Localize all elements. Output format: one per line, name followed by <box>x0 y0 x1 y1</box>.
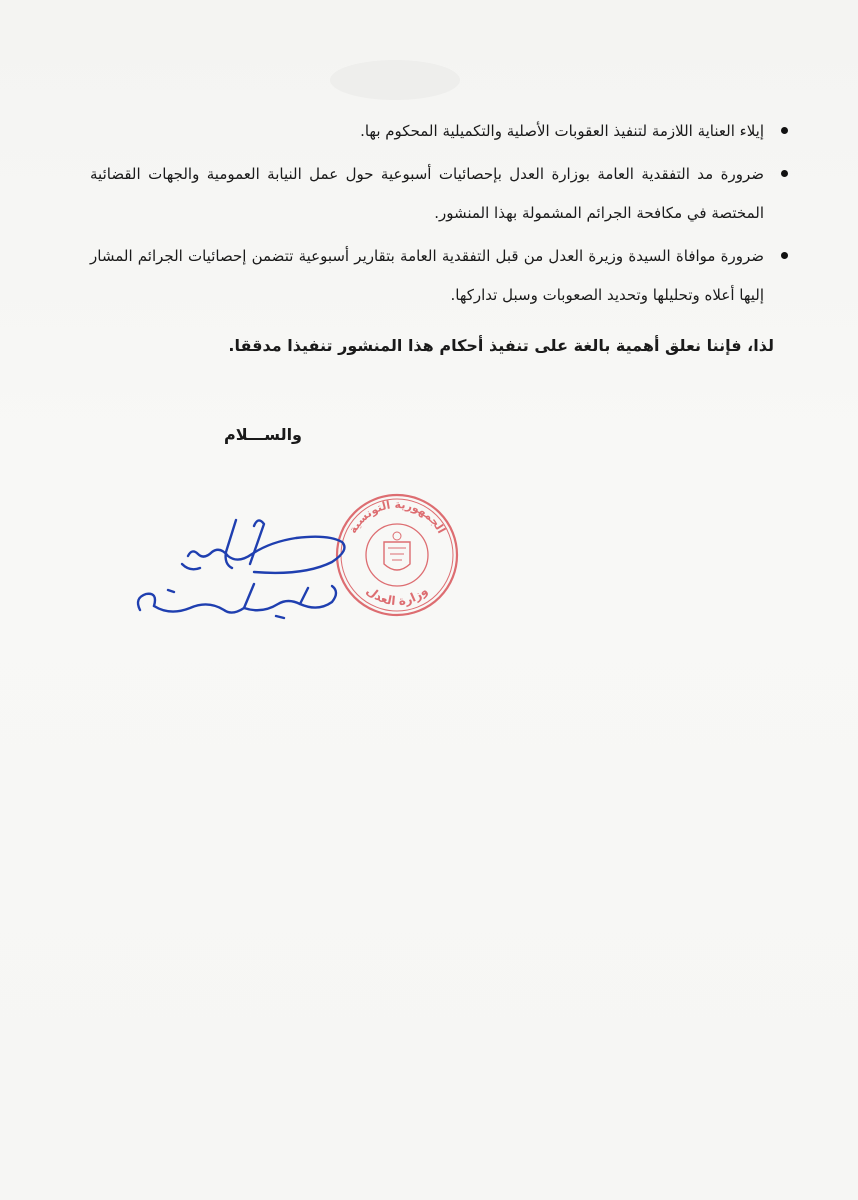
closing-salutation: والســـلام <box>224 425 302 444</box>
bullet-text: ضرورة مد التفقدية العامة بوزارة العدل بإحصائيات أسبوعية حول عمل النيابة العمومية والجهات القضائية المختصة في مكافحة الجرائم المشمولة بهذا المنشور. <box>90 165 764 222</box>
seal-top-text: الجمهورية التونسية <box>346 497 448 536</box>
bullet-dot-icon <box>781 252 788 259</box>
handwritten-signature <box>128 512 358 632</box>
bullet-dot-icon <box>781 127 788 134</box>
svg-text:وزارة العدل <box>364 583 431 608</box>
bullet-item <box>90 237 790 315</box>
bullet-item <box>90 112 790 151</box>
emphasis-statement: لذا، فإننا نعلق أهمية بالغة على تنفيذ أحكام هذا المنشور تنفيذا مدققا. <box>228 336 774 355</box>
svg-text:الجمهورية التونسية <box>346 498 448 536</box>
seal-bottom-text: وزارة العدل <box>363 583 431 609</box>
bullet-item <box>90 155 790 233</box>
bullet-text: ضرورة موافاة السيدة وزيرة العدل من قبل التفقدية العامة بتقارير أسبوعية تتضمن إحصائيات الجرائم المشار إليها أعلاه وتحليلها وتحديد الصعوبات وسبل تداركها. <box>90 247 764 304</box>
bullet-list <box>90 112 790 319</box>
bullet-dot-icon <box>781 170 788 177</box>
scan-smudge <box>330 60 460 100</box>
bullet-text: إيلاء العناية اللازمة لتنفيذ العقوبات الأصلية والتكميلية المحكوم بها. <box>360 122 764 140</box>
